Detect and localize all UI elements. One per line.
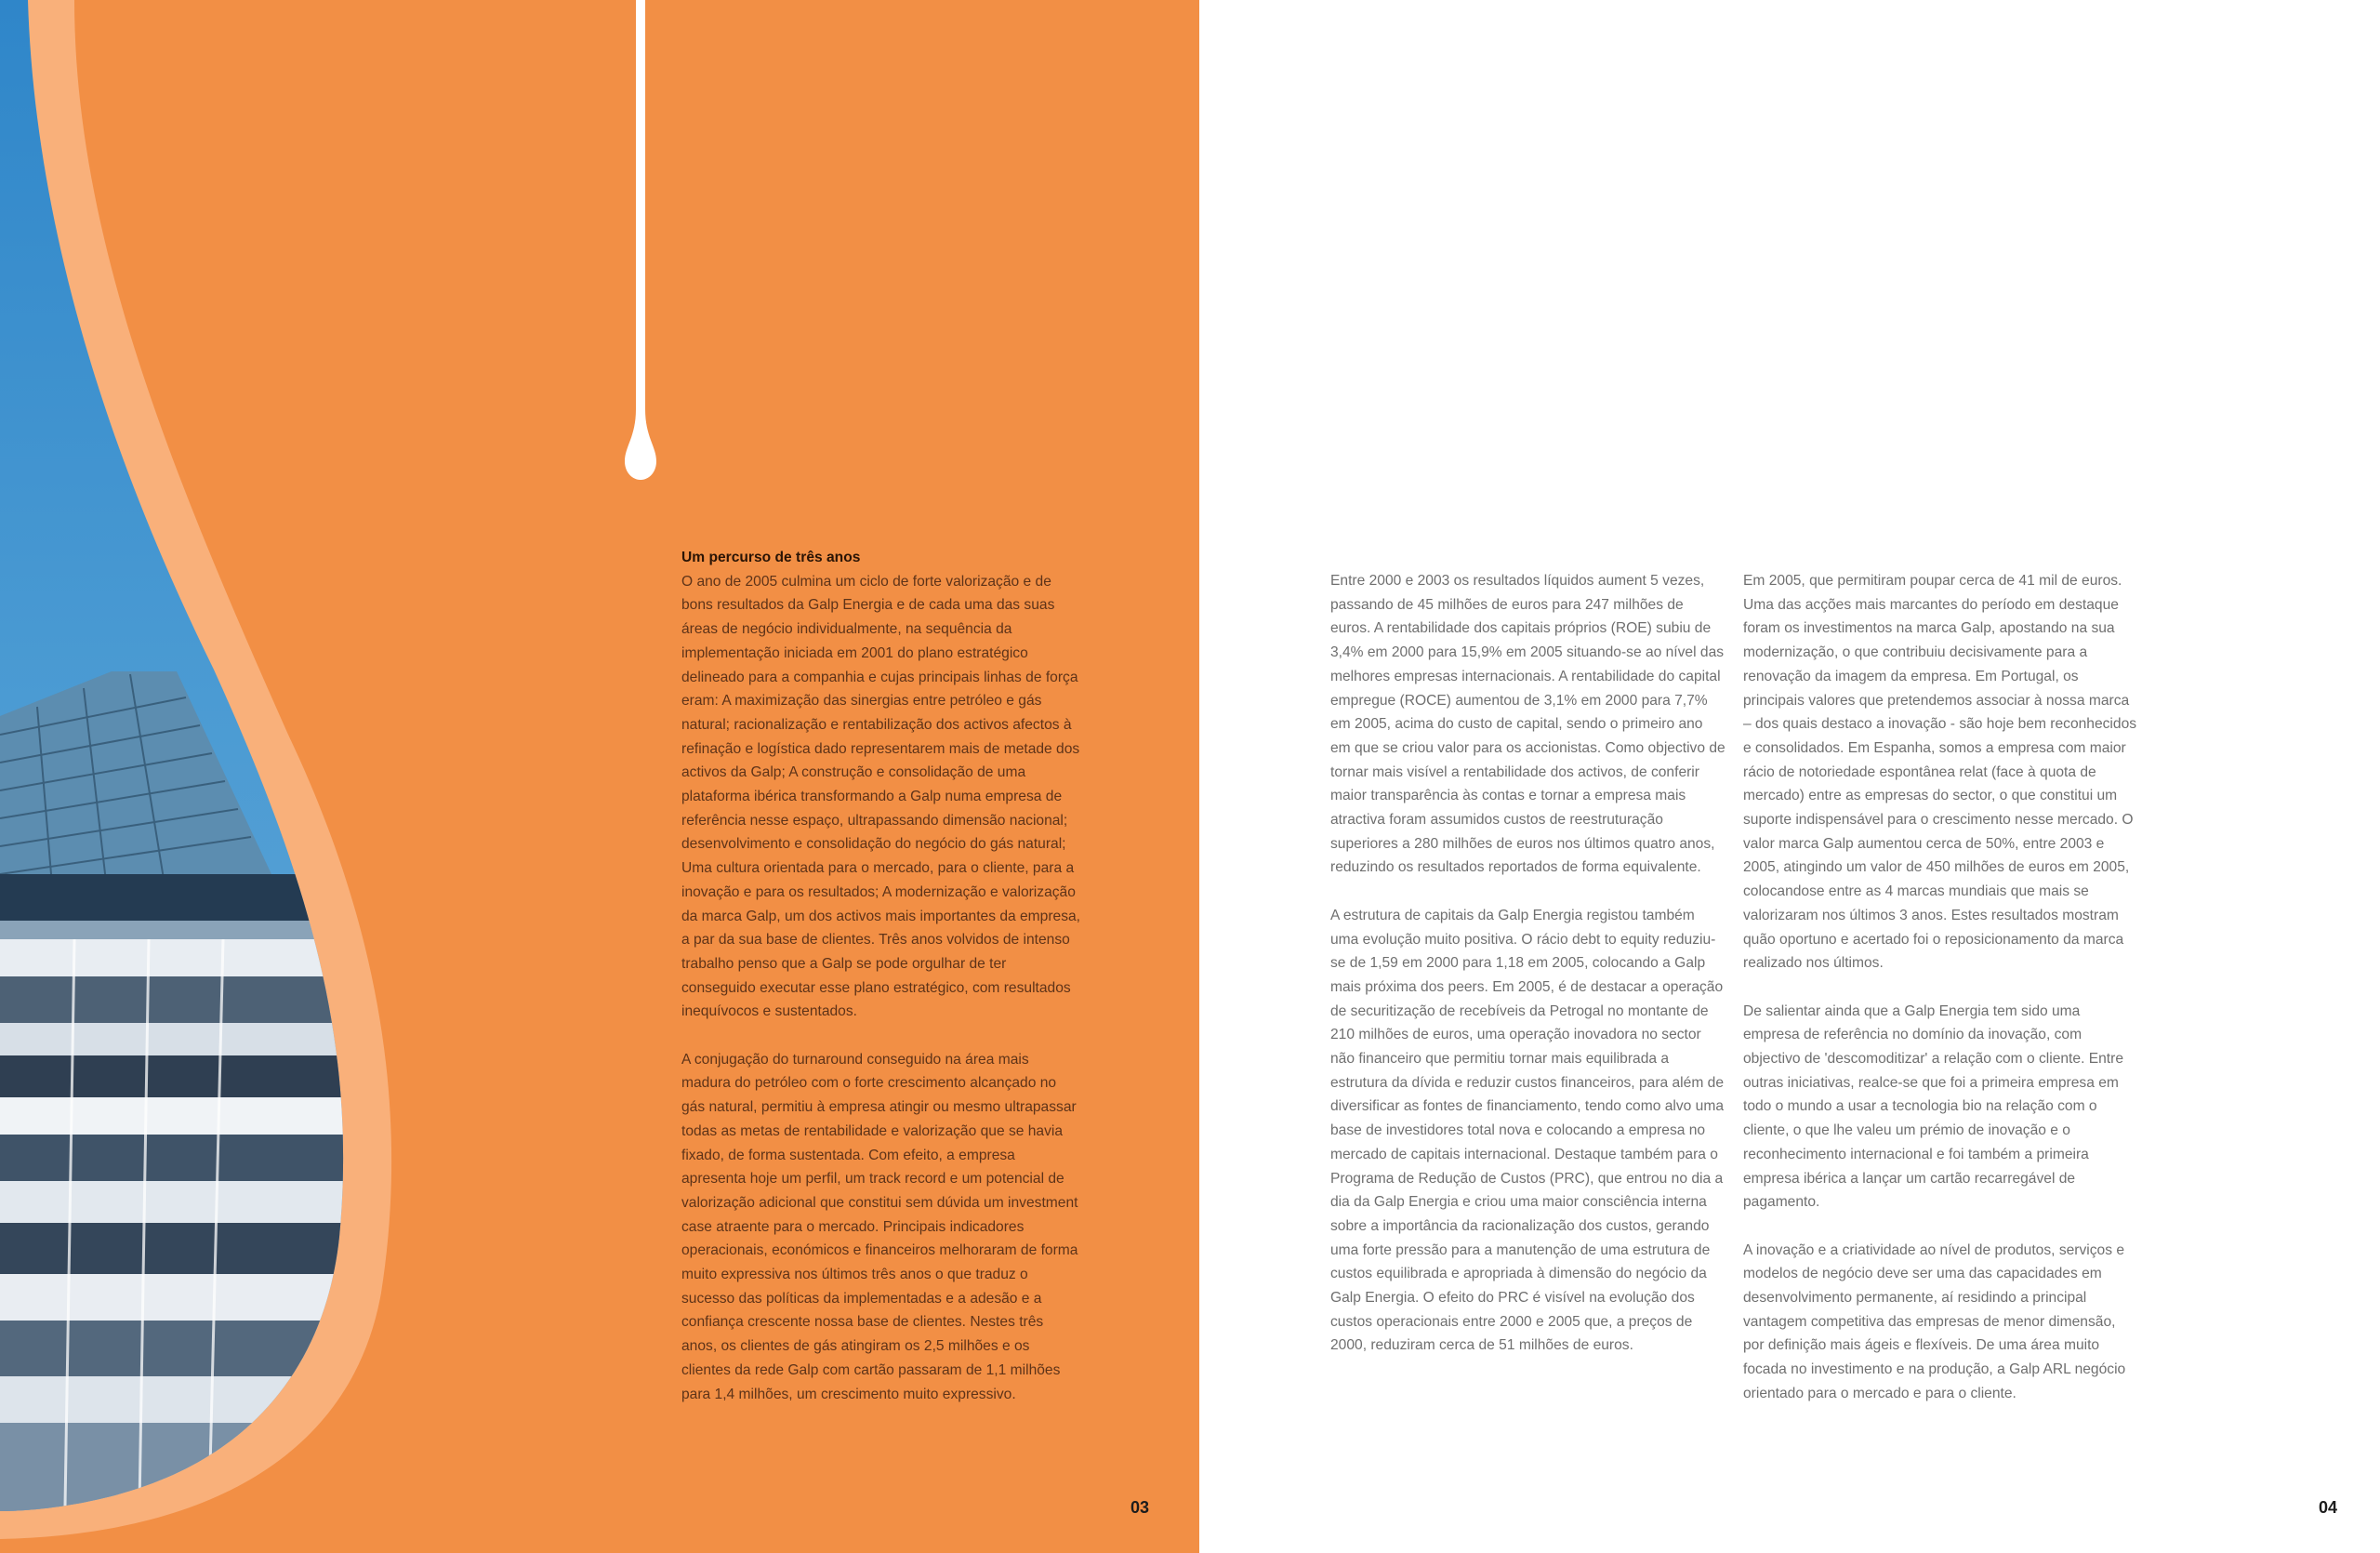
- text-column-middle: [1330, 569, 1726, 1358]
- intro-text-column: [681, 546, 1081, 1406]
- middle-paragraph-1: Entre 2000 e 2003 os resultados líquidos aument 5 vezes, passando de 45 milhões de euros para 247 milhões de euros. A rentabilidade dos capitais próprios (ROE) subiu de 3,4% em 2000 para 15,9% em 2005 situando-se ao nível das melhores empresas internacionais. A rentabilidade do capital empregue (ROCE) aumentou de 3,1% em 2000 para 7,7% em 2005, acima do custo de capital, sendo o primeiro ano em que se criou valor para os accionistas. Como objectivo de tornar mais visível a rentabilidade dos activos, de conferir maior transparência às contas e tornar a empresa mais atractiva foram assumidos custos de reestruturação superiores a 280 milhões de euros nos últimos quatro anos, reduzindo os resultados reportados de forma equivalente.: [1330, 573, 1726, 876]
- middle-paragraph-2: A estrutura de capitais da Galp Energia registou também uma evolução muito positiva. O rácio debt to equity reduziu-se de 1,59 em 2000 para 1,18 em 2005, colocando a Galp mais próxima dos peers. Em 2005, é de destacar a operação de securitização de recebíveis da Petrogal no montante de 210 milhões de euros, uma operação inovadora no sector não financeiro que permitiu tornar mais equilibrada a estrutura da dívida e reduzir custos financeiros, para além de diversificar as fontes de financiamento, tendo como alvo uma base de investidores total nova e colocando a empresa no mercado de capitais internacional. Destaque também para o Programa de Redução de Custos (PRC), que entrou no dia a dia da Galp Energia e criou uma maior consciência interna sobre a importância da racionalização dos custos, gerando uma forte pressão para a manutenção de uma estrutura de custos equilibrada e apropriada à dimensão do negócio da Galp Energia. O efeito do PRC é visível na evolução dos custos operacionais entre 2000 e 2005 que, a preços de 2000, reduziram cerca de 51 milhões de euros.: [1330, 907, 1724, 1354]
- page-number-left: 03: [1130, 1498, 1150, 1517]
- right-paragraph-3: A inovação e a criatividade ao nível de produtos, serviços e modelos de negócio deve ser uma das capacidades em desenvolvimento permanente, aí residindo a principal vantagem competitiva das empresas de menor dimensão, por definição mais ágeis e flexíveis. De uma área muito focada no investimento e na produção, a Galp ARL negócio orientado para o mercado e para o cliente.: [1743, 1241, 2126, 1401]
- right-paragraph-1: Em 2005, que permitiram poupar cerca de 41 mil de euros. Uma das acções mais marcantes do período em destaque foram os investimentos na marca Galp, apostando na sua modernização, o que contribuiu decisivamente para a renovação da imagem da empresa. Em Portugal, os principais valores que pretendemos associar à nossa marca – dos quais destaco a inovação - são hoje bem reconhecidos e consolidados. Em Espanha, somos a empresa com maior rácio de notoriedade espontânea relat (face à quota de mercado) entre as empresas do sector, o que constitui um suporte indispensável para o crescimento nesse mercado. O valor marca Galp aumentou cerca de 50%, entre 2003 e 2005, atingindo um valor de 450 milhões de euros em 2005, colocandose entre as 4 marcas mundiais que mais se valorizaram nos últimos 3 anos. Estes resultados mostram quão oportuno e acertado foi o reposicionamento da marca realizado nos últimos.: [1743, 573, 2137, 972]
- white-drip-shape: [625, 0, 656, 480]
- page-number-right: 04: [2319, 1498, 2338, 1517]
- intro-paragraph-1: O ano de 2005 culmina um ciclo de forte valorização e de bons resultados da Galp Energia e de cada uma das suas áreas de negócio individualmente, na sequência da implementação iniciada em 2001 do plano estratégico delineado para a companhia e cujas principais linhas de força eram: A maximização das sinergias entre petróleo e gás natural; racionalização e rentabilização dos activos afectos à refinação e logística dado representarem mais de metade dos activos da Galp; A construção e consolidação de uma plataforma ibérica transformando a Galp numa empresa de referência nesse espaço, ultrapassando dimensão nacional; desenvolvimento e consolidação do negócio do gás natural; Uma cultura orientada para o mercado, para o cliente, para a inovação e para os resultados; A modernização e valorização da marca Galp, um dos activos mais importantes da empresa, a par da sua base de clientes. Três anos volvidos de intenso trabalho penso que a Galp se pode orgulhar de ter conseguido executar esse plano estratégico, com resultados inequívocos e sustentados.: [681, 573, 1081, 1020]
- intro-paragraph-2: A conjugação do turnaround conseguido na área mais madura do petróleo com o forte crescimento alcançado no gás natural, permitiu à empresa atingir ou mesmo ultrapassar todas as metas de rentabilidade e valorização que se havia fixado, de forma sustentada. Com efeito, a empresa apresenta hoje um perfil, um track record e um potencial de valorização adicional que constitui sem dúvida um investment case atraente para o mercado. Principais indicadores operacionais, económicos e financeiros melhoraram de forma muito expressiva nos últimos três anos o que traduz o sucesso das políticas da implementadas e a adesão e a confiança crescente nossa base de clientes. Nestes três anos, os clientes de gás atingiram os 2,5 milhões e os clientes da rede Galp com cartão passaram de 1,1 milhões para 1,4 milhões, um crescimento muito expressivo.: [681, 1051, 1078, 1402]
- text-column-right: [1743, 569, 2138, 1406]
- right-paragraph-2: De salientar ainda que a Galp Energia tem sido uma empresa de referência no domínio da inovação, com objectivo de 'descomoditizar' a relação com o cliente. Entre outras iniciativas, realce-se que foi a primeira empresa em todo o mundo a usar a tecnologia bio na relação com o cliente, o que lhe valeu um prémio de inovação e o reconhecimento internacional e foi também a primeira empresa ibérica a lançar um cartão recarregável de pagamento.: [1743, 1002, 2124, 1211]
- section-heading: Um percurso de três anos: [681, 550, 861, 565]
